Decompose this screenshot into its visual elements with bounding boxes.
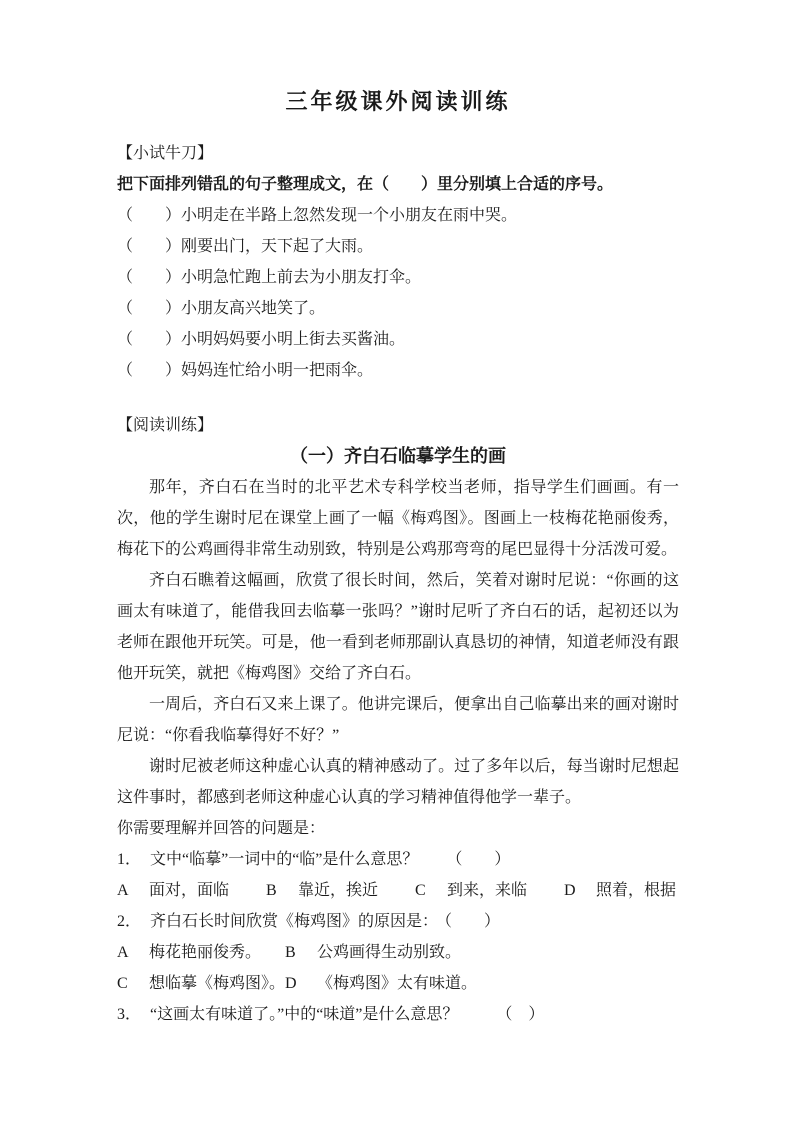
warmup-section — [117, 138, 679, 386]
question-2-options-cd — [117, 968, 679, 999]
option-a — [117, 875, 266, 906]
sentence-item — [117, 355, 679, 386]
question-3 — [117, 999, 679, 1030]
answer-blank: （ ） — [444, 913, 501, 930]
reading-section — [117, 410, 679, 1030]
answer-blank: （ ） — [117, 331, 182, 348]
option-c — [415, 875, 564, 906]
sentence-text: 小明妈妈要小明上街去买酱油。 — [181, 331, 406, 348]
option-c — [117, 968, 285, 999]
option-a — [117, 937, 285, 968]
question-1 — [117, 844, 679, 875]
option-label: D — [564, 882, 576, 899]
sentence-text: 妈妈连忙给小明一把雨伞。 — [181, 362, 374, 379]
sentence-item — [117, 231, 679, 262]
option-label: A — [117, 944, 129, 961]
option-label: A — [117, 882, 129, 899]
passage-paragraph: 那年，齐白石在当时的北平艺术专科学校当老师，指导学生们画画。有一次，他的学生谢时尼在课堂上画了一幅《梅鸡图》。图画上一枝梅花艳丽俊秀，梅花下的公鸡画得非常生动别致，特别是公鸡那弯弯的尾巴显得十分活泼可爱。 — [117, 479, 679, 558]
question-1-options — [117, 875, 679, 906]
passage-title: （一）齐白石临摹学生的画 — [290, 446, 506, 466]
question-number: 2． — [117, 913, 142, 930]
option-text: 想临摹《梅鸡图》。 — [149, 975, 286, 992]
option-text: 照着，根据 — [596, 882, 677, 899]
sentence-text: 小明走在半路上忽然发现一个小朋友在雨中哭。 — [181, 207, 518, 224]
sentence-item — [117, 262, 679, 293]
option-d — [285, 968, 477, 999]
question-2-options-ab — [117, 937, 679, 968]
passage-paragraph: 齐白石瞧着这幅画，欣赏了很长时间，然后，笑着对谢时尼说：“你画的这画太有味道了，能借我回去临摹一张吗？”谢时尼听了齐白石的话，起初还以为老师在跟他开玩笑。可是，他一看到老师那副认真恳切的神情，知道老师没有跟他开玩笑，就把《梅鸡图》交给了齐白石。 — [117, 572, 679, 682]
sentence-item — [117, 293, 679, 324]
passage-paragraph: 谢时尼被老师这种虚心认真的精神感动了。过了多年以后，每当谢时尼想起这件事时，都感到老师这种虚心认真的学习精神值得他学一辈子。 — [117, 758, 679, 806]
option-label: B — [285, 944, 296, 961]
answer-blank: （ ） — [496, 1006, 545, 1023]
question-2 — [117, 906, 679, 937]
warmup-instruction: 把下面排列错乱的句子整理成文，在（ ）里分别填上合适的序号。 — [117, 176, 614, 193]
option-b — [285, 937, 461, 968]
answer-blank: （ ） — [117, 207, 182, 224]
sentence-text: 小明急忙跑上前去为小朋友打伞。 — [181, 269, 422, 286]
warmup-section-header: 【小试牛刀】 — [117, 145, 214, 162]
question-number: 1． — [117, 851, 142, 868]
answer-blank: （ ） — [117, 269, 182, 286]
option-b — [266, 875, 415, 906]
option-text: 面对，面临 — [149, 882, 230, 899]
question-text: 齐白石长时间欣赏《梅鸡图》的原因是： — [150, 913, 439, 930]
option-label: D — [285, 975, 297, 992]
question-number: 3． — [117, 1006, 142, 1023]
answer-blank: （ ） — [117, 300, 182, 317]
answer-blank: （ ） — [117, 362, 182, 379]
sentence-item — [117, 200, 679, 231]
option-label: C — [415, 882, 426, 899]
sentence-list — [117, 200, 679, 386]
sentence-item — [117, 324, 679, 355]
option-d — [564, 875, 713, 906]
answer-blank: （ ） — [117, 238, 182, 255]
option-text: 《梅鸡图》太有味道。 — [317, 975, 478, 992]
sentence-text: 小朋友高兴地笑了。 — [181, 300, 326, 317]
option-text: 梅花艳丽俊秀。 — [149, 944, 262, 961]
sentence-text: 刚要出门，天下起了大雨。 — [181, 238, 374, 255]
question-text: “这画太有味道了。”中的“味道”是什么意思？ — [150, 1006, 459, 1023]
option-text: 靠近，挨近 — [298, 882, 379, 899]
question-text: 文中“临摹”一词中的“临”是什么意思？ — [150, 851, 419, 868]
questions-intro: 你需要理解并回答的问题是： — [117, 820, 326, 837]
option-label: B — [266, 882, 277, 899]
passage-paragraph: 一周后，齐白石又来上课了。他讲完课后，便拿出自己临摹出来的画对谢时尼说：“你看我临摹得好不好？” — [117, 696, 679, 744]
page-title: 三年级课外阅读训练 — [285, 89, 511, 114]
reading-section-header: 【阅读训练】 — [117, 417, 214, 434]
option-label: C — [117, 975, 128, 992]
option-text: 公鸡画得生动别致。 — [317, 944, 462, 961]
answer-blank: （ ） — [446, 851, 511, 868]
option-text: 到来，来临 — [447, 882, 528, 899]
